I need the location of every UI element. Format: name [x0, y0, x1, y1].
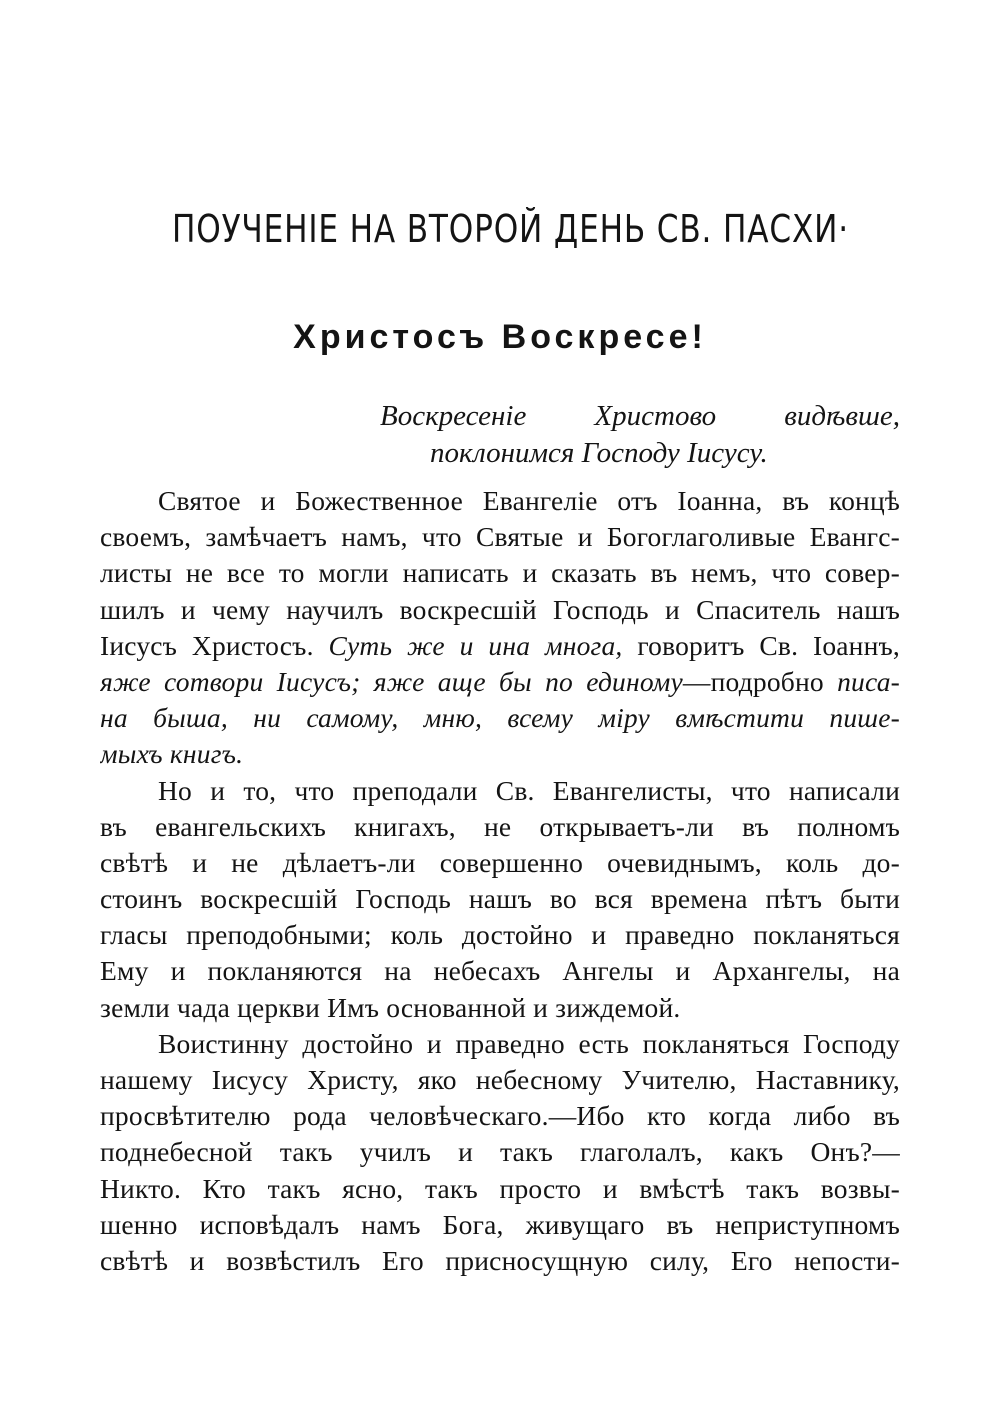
- text-line: [100, 773, 900, 809]
- text-line: [100, 881, 900, 917]
- paragraph: [100, 773, 900, 1026]
- italic-quote: писа-: [837, 665, 900, 697]
- text-run: нашему Іисусу Христу, яко небесному Учителю, Наставнику,: [100, 1064, 900, 1095]
- text-run: Ему и покланяются на небесахъ Ангелы и Архангелы, на: [100, 955, 900, 987]
- text-line: [100, 700, 900, 736]
- sermon-title: ПОУЧЕНІЕ НА ВТОРОЙ ДЕНЬ СВ. ПАСХИ·: [172, 207, 849, 251]
- sermon-body: [100, 483, 900, 1279]
- text-run: Но и то, что преподали Св. Евангелисты, что написали: [158, 774, 900, 806]
- epigraph: [380, 398, 900, 472]
- text-line: [100, 483, 900, 519]
- text-line: [100, 555, 900, 591]
- text-run: земли чада церкви Имъ основанной и зиждемой.: [100, 991, 681, 1023]
- text-line: [100, 809, 900, 845]
- text-line: [100, 845, 900, 881]
- text-line: [100, 953, 900, 989]
- text-line: [100, 990, 900, 1026]
- text-run: въ евангельскихъ книгахъ, не открываетъ-ли въ полномъ: [100, 810, 900, 842]
- text-line: [100, 1171, 900, 1207]
- epigraph-line: поклонимся Господу Іисусу.: [430, 437, 768, 469]
- epigraph-line: Воскресеніе Христово видѣвше,: [380, 400, 900, 432]
- text-run: стоинъ воскресшій Господь нашъ во вся времена пѣтъ быти: [100, 883, 900, 915]
- text-run: просвѣтителю рода человѣческаго.—Ибо кто когда либо въ: [100, 1100, 900, 1132]
- text-line: [100, 1134, 900, 1170]
- text-run: свѣтѣ и не дѣлаетъ-ли совершенно очевиднымъ, коль до-: [100, 846, 900, 878]
- text-line: [100, 519, 900, 555]
- text-run: шилъ и чему научилъ воскресшій Господь и Спаситель нашъ: [100, 593, 900, 625]
- text-line: [100, 592, 900, 628]
- text-line: [100, 917, 900, 953]
- text-line: [100, 736, 900, 772]
- italic-quote: мыхъ книгъ.: [100, 738, 244, 770]
- text-line: [100, 1026, 900, 1062]
- text-line: [100, 1207, 900, 1243]
- text-line: [100, 1062, 900, 1098]
- text-line: [100, 628, 900, 664]
- text-run: говоритъ Св. Іоаннъ,: [622, 629, 900, 661]
- text-run: —подробно: [682, 665, 838, 697]
- text-run: Іисусъ Христосъ.: [100, 629, 329, 661]
- italic-quote: Суть же и ина многа,: [328, 629, 623, 661]
- text-line: [100, 1098, 900, 1134]
- text-run: Святое и Божественное Евангеліе отъ Іоанна, въ концѣ: [158, 485, 900, 516]
- paragraph: [100, 483, 900, 773]
- text-run: шенно исповѣдалъ намъ Бога, живущаго въ неприступномъ: [100, 1208, 900, 1240]
- text-run: свѣтѣ и возвѣстилъ Его присносущную силу, Его непости-: [100, 1244, 900, 1276]
- text-run: листы не все то могли написать и сказать въ немъ, что совер-: [100, 557, 900, 589]
- text-run: Никто. Кто такъ ясно, такъ просто и вмѣстѣ такъ возвы-: [100, 1172, 900, 1204]
- text-run: гласы преподобными; коль достойно и праведно покланяться: [100, 919, 900, 951]
- italic-quote: на быша, ни самому, мню, всему міру вмѣстити пишe-: [100, 702, 900, 734]
- text-run: поднебесной такъ училъ и такъ глаголалъ, какъ Онъ?—: [100, 1136, 900, 1168]
- text-run: Воистинну достойно и праведно есть покланяться Господу: [158, 1027, 900, 1059]
- text-run: своемъ, замѣчаетъ намъ, что Святые и Богоглаголивые Евангс-: [100, 521, 900, 553]
- text-line: [100, 664, 900, 700]
- italic-quote: яже сотвори Іисусъ; яже аще бы по единому: [100, 665, 683, 697]
- greeting-heading: Христосъ Воскресе!: [293, 318, 707, 356]
- text-line: [100, 1243, 900, 1279]
- paragraph: [100, 1026, 900, 1279]
